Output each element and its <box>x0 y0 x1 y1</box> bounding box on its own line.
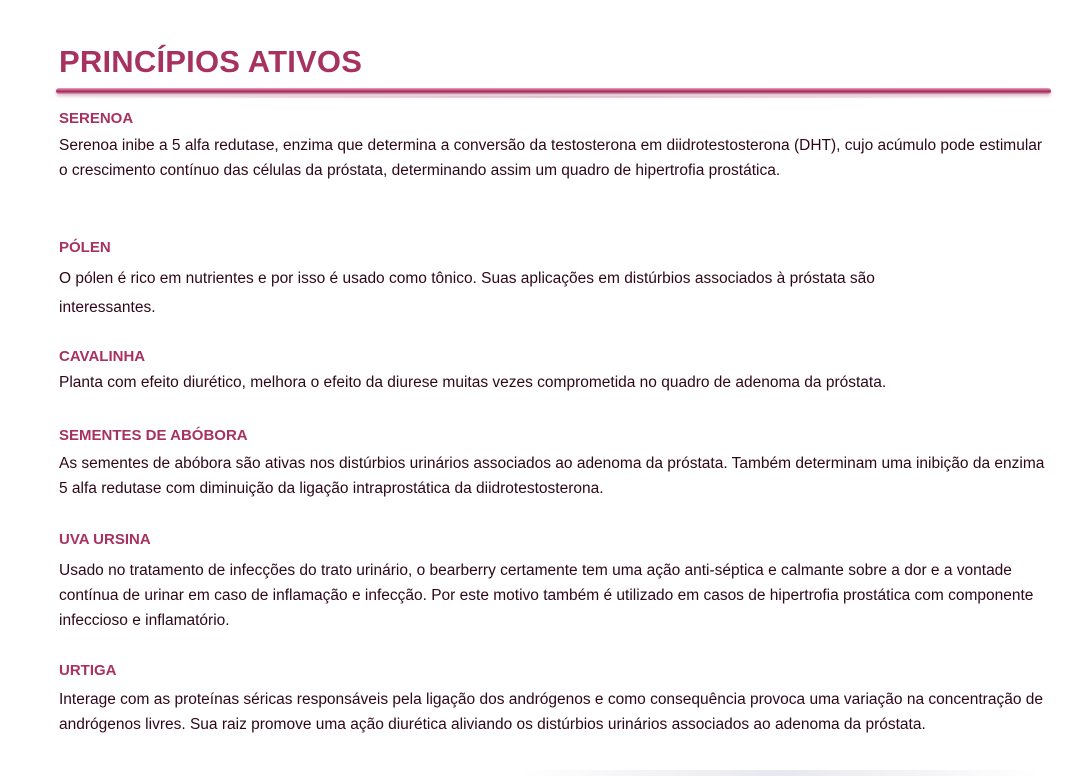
section-text-sementes-de-abobora: As sementes de abóbora são ativas nos distúrbios urinários associados ao adenoma da próstata. Também determinam uma inibição da enzima 5 alfa redutase com diminuição da ligação intraprostática da diidrotestosterona. <box>59 455 1045 497</box>
section-text-polen: O pólen é rico em nutrientes e por isso é usado como tônico. Suas aplicações em distúrbios associados à próstata são interessantes. <box>59 270 875 316</box>
section-heading-serenoa: SERENOA <box>59 110 134 127</box>
title-divider <box>56 88 1051 94</box>
section-heading-sementes-de-abobora: SEMENTES DE ABÓBORA <box>59 427 248 444</box>
section-heading-cavalinha: CAVALINHA <box>59 348 146 365</box>
section-urtiga <box>59 662 1054 737</box>
section-polen <box>59 239 1054 322</box>
section-heading-uva-ursina: UVA URSINA <box>59 531 151 548</box>
section-sementes-de-abobora <box>59 427 1054 501</box>
section-cavalinha <box>59 348 1054 395</box>
title-divider-shadow <box>56 96 1051 98</box>
section-uva-ursina <box>59 531 1054 633</box>
section-text-serenoa: Serenoa inibe a 5 alfa redutase, enzima que determina a conversão da testosterona em diidrotestosterona (DHT), cujo acúmulo pode estimular o crescimento contínuo das células da próstata, determinando assim um quadro de hipertrofia prostática. <box>59 137 1043 179</box>
section-heading-urtiga: URTIGA <box>59 662 117 679</box>
page-title: PRINCÍPIOS ATIVOS <box>59 44 363 79</box>
section-heading-polen: PÓLEN <box>59 239 111 256</box>
section-text-urtiga: Interage com as proteínas séricas responsáveis pela ligação dos andrógenos e como consequência provoca uma variação na concentração de andrógenos livres. Sua raiz promove uma ação diurética aliviando os distúrbios urinários associados ao adenoma da próstata. <box>59 691 1043 733</box>
section-serenoa <box>59 110 1054 183</box>
section-text-uva-ursina: Usado no tratamento de infecções do trato urinário, o bearberry certamente tem uma ação anti-séptica e calmante sobre a dor e a vontade contínua de urinar em caso de inflamação e infecção. Por este motivo também é utilizado em casos de hipertrofia prostática com componente infeccioso e inflamatório. <box>59 562 1034 629</box>
section-text-cavalinha: Planta com efeito diurético, melhora o efeito da diurese muitas vezes comprometida no quadro de adenoma da próstata. <box>59 374 887 391</box>
bottom-edge-fade <box>520 770 1040 776</box>
